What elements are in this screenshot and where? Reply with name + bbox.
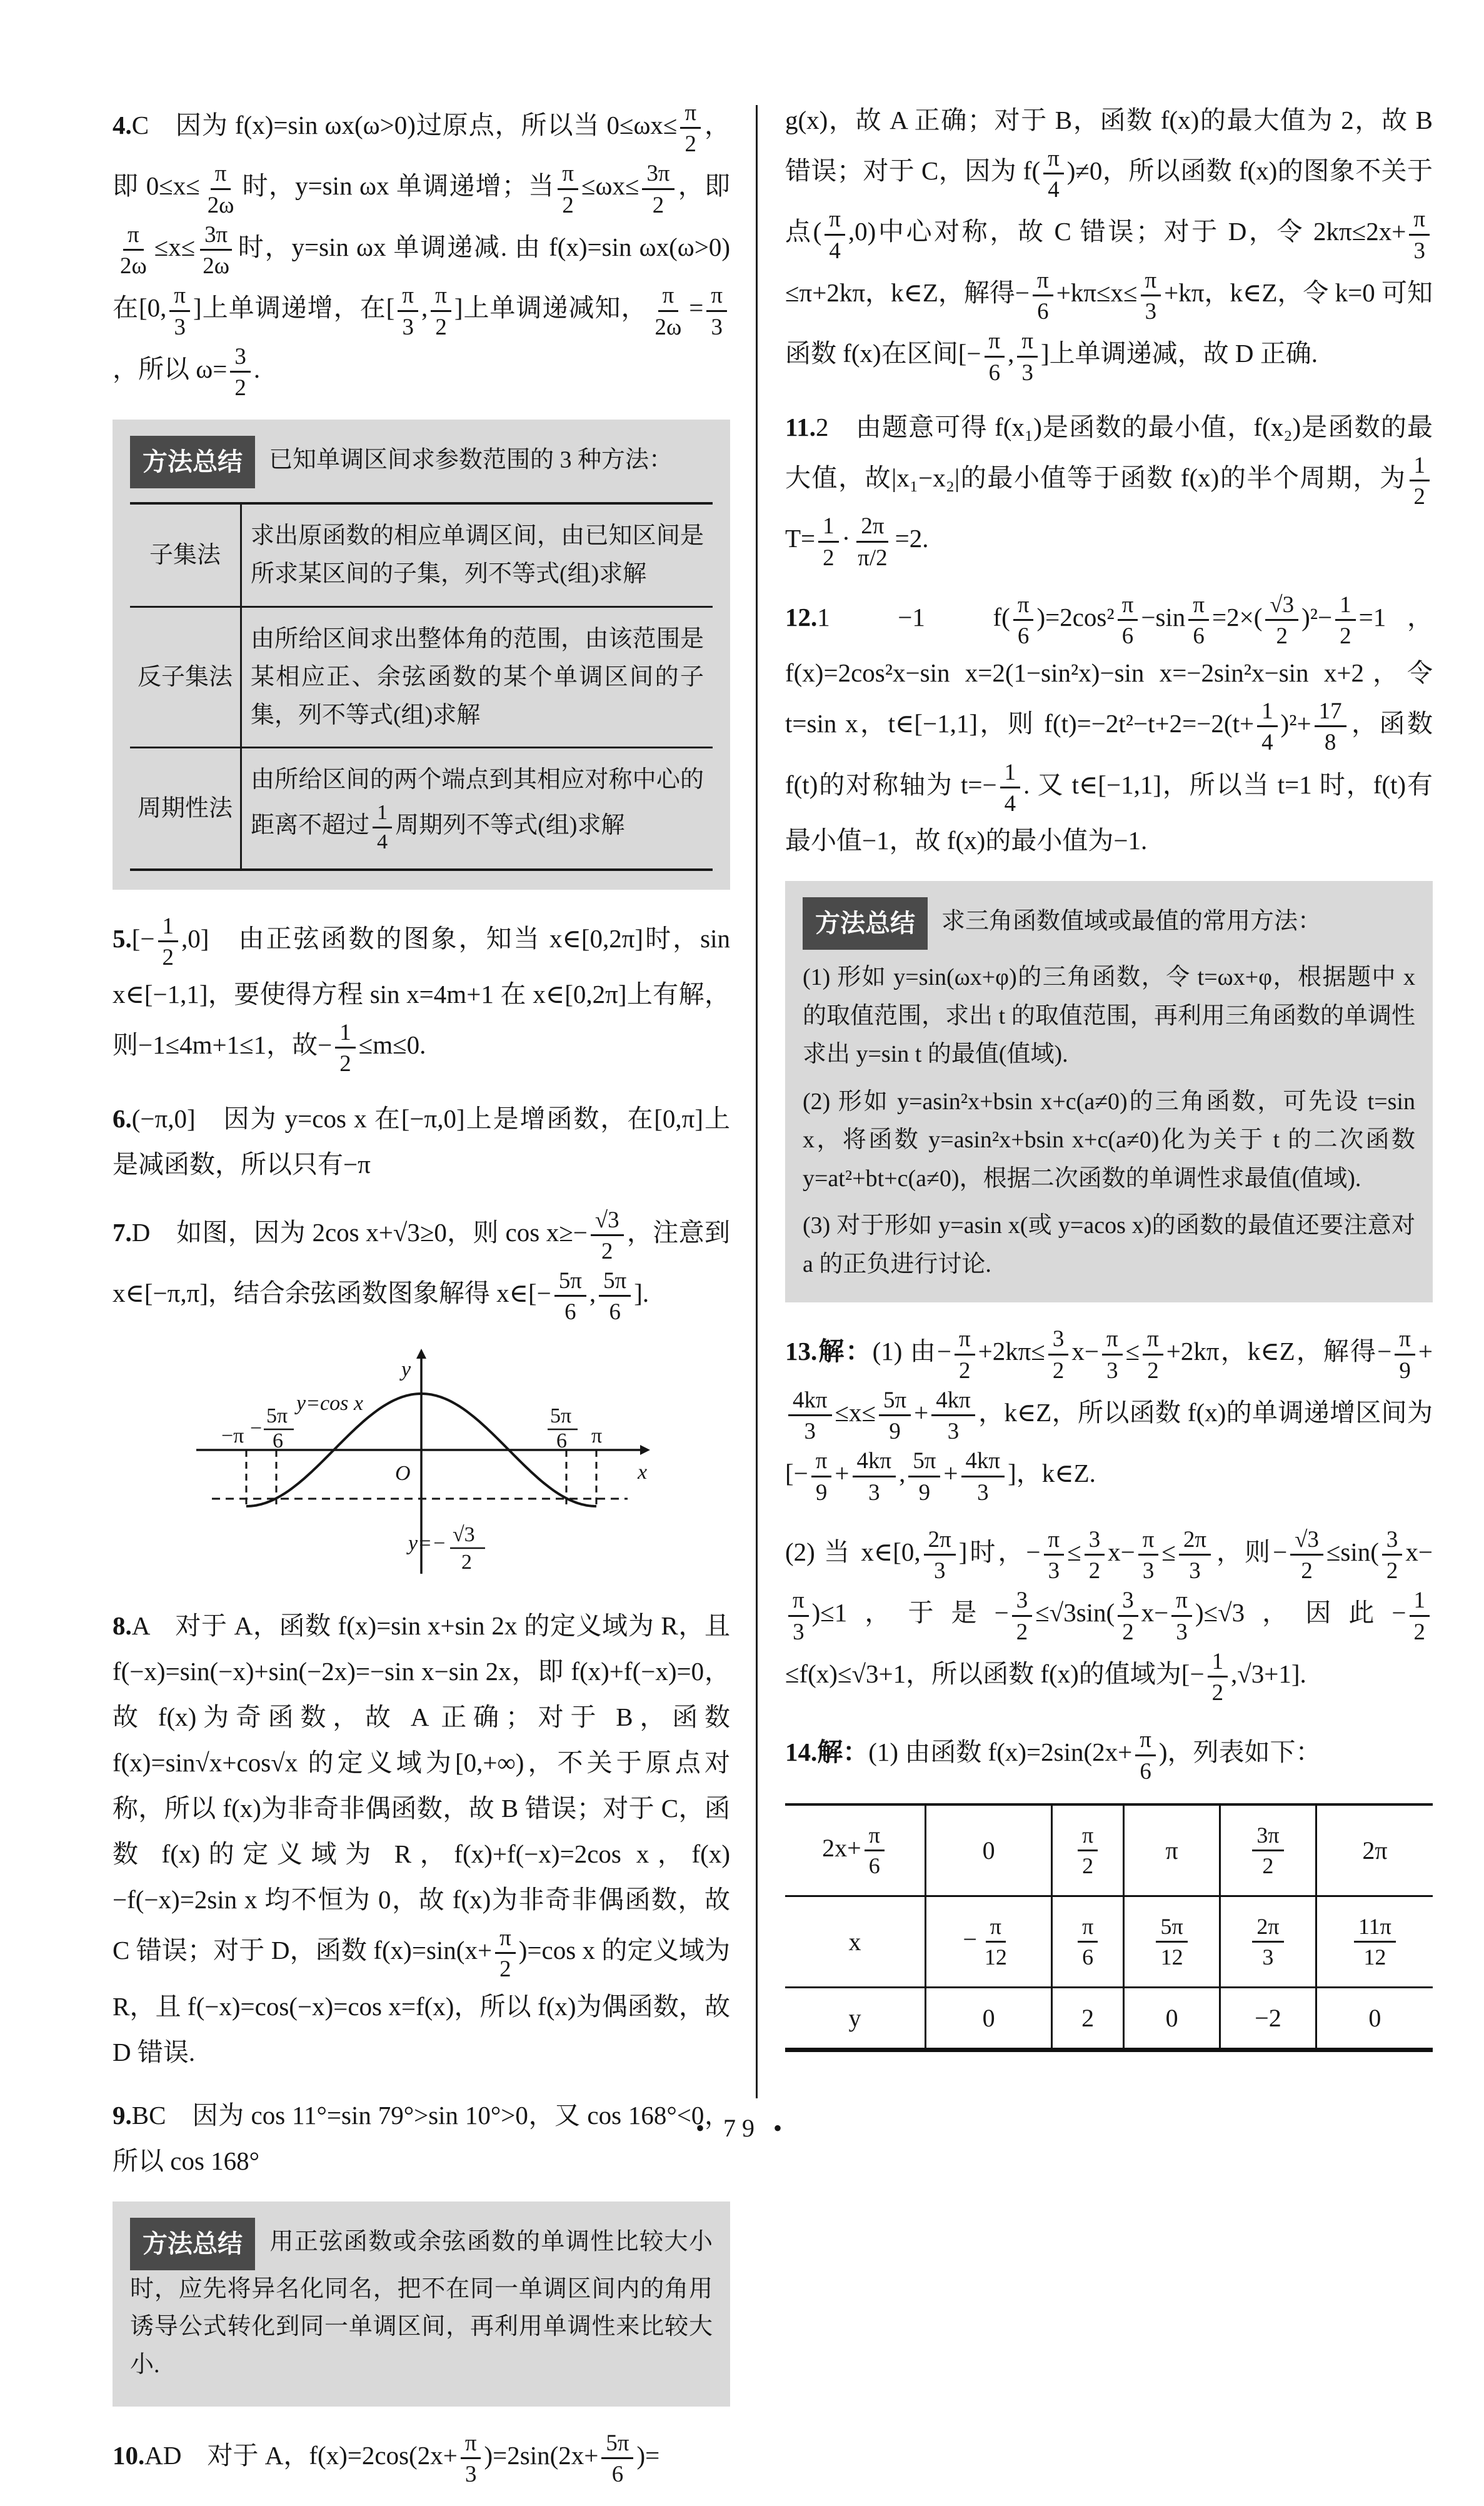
origin-label: O bbox=[395, 1462, 411, 1486]
method-summary-intro: 求三角函数值域或最值的常用方法： bbox=[941, 908, 1322, 935]
table-cell: $\frac{5\pi}{12}$ bbox=[1124, 1896, 1220, 1987]
method-summary-box-2 bbox=[113, 2202, 730, 2407]
table-cell: − $\frac{\pi}{12}$ bbox=[926, 1896, 1052, 1987]
page-number: • 79 • bbox=[695, 2114, 788, 2142]
table-row bbox=[785, 1896, 1433, 1987]
method-summary-box-1 bbox=[113, 420, 730, 889]
table-cell: 0 bbox=[1368, 2004, 1381, 2033]
tick-pos-pi: π bbox=[591, 1424, 603, 1448]
method-item-1: (1) 形如 y=sin(ωx+φ)的三角函数，令 t=ωx+φ，根据题中 x 的取值范围，求出 t 的取值范围，再利用三角函数的单调性求出 y=sin t 的最值(值域). bbox=[803, 964, 1415, 1068]
right-column bbox=[785, 98, 1433, 2052]
x-axis-arrow bbox=[640, 1445, 650, 1455]
table-cell: $\frac{11\pi}{12}$ bbox=[1316, 1896, 1433, 1987]
method-summary-box-3 bbox=[785, 881, 1433, 1302]
table-row bbox=[785, 1804, 1433, 1896]
cosine-figure bbox=[113, 1344, 730, 1584]
solution-11: 11.2 由题意可得 f(x₁)是函数的最小值，f(x₂)是函数的最大值，故|x₁−x₂|的最小值等于函数 f(x)的半个周期，为 $\frac{1}{2}$ T= $\frac{1}{2}$ · $\frac{2\pi}{\pi/2}$ =2. bbox=[785, 412, 1433, 570]
solution-13-part2: (2) 当 x∈[0, $\frac{2\pi}{3}$ ]时，− $\frac{\pi}{3}$ ≤ $\frac{3}{2}$ x− $\frac{\pi}{3}$ ≤ $\frac{2\pi}{3}$ ，则− $\frac{√3}{2}$ ≤sin( $\frac{3}{2}$ x− $\frac{\pi}{3}$ )≤1，于是− $\frac{3}{2}$ ≤√3sin( $\frac{3}{2}$ x− $\frac{\pi}{3}$ )≤√3，因此− $\frac{1}{2}$ ≤f(x)≤√3+1，所以函数 f(x)的值域为[− $\frac{1}{2}$ ,√3+1]. bbox=[785, 1524, 1433, 1707]
column-divider bbox=[756, 105, 758, 2098]
solution-13-part1: 13.解：(1) 由− $\frac{\pi}{2}$ +2kπ≤ $\frac{3}{2}$ x− $\frac{\pi}{3}$ ≤ $\frac{\pi}{2}$ +2kπ，k∈Z，解得− $\frac{\pi}{9}$ + $\frac{4k\pi}{3}$ ≤x≤ $\frac{5\pi}{9}$ + $\frac{4k\pi}{3}$ ，k∈Z，所以函数 f(x)的单调递增区间为[− $\frac{\pi}{9}$ + $\frac{4k\pi}{3}$ , $\frac{5\pi}{9}$ + $\frac{4k\pi}{3}$ ]，k∈Z. bbox=[785, 1324, 1433, 1506]
solution-7: 7.D 如图，因为 2cos x+√3≥0，则 cos x≥− $\frac{√3}{2}$ ，注意到 x∈[−π,π]，结合余弦函数图象解得 x∈[− $\frac{5\pi}{6}$ , $\frac{5\pi}{6}$ ]. bbox=[113, 1205, 730, 1327]
solution-5: 5.[− $\frac{1}{2}$ ,0] 由正弦函数的图象，知当 x∈[0,2π]时，sin x∈[−1,1]，要使得方程 sin x=4m+1 在 x∈[0,2π]上有解，则−1≤4m+1≤1，故− $\frac{1}{2}$ ≤m≤0. bbox=[113, 911, 730, 1079]
tick-neg-5pi6-sign: − bbox=[250, 1417, 263, 1441]
table-cell: 2π bbox=[1316, 1804, 1433, 1896]
solution-10-continued: g(x)，故 A 正确；对于 B，函数 f(x)的最大值为 2，故 B 错误；对于 C，因为 f( $\frac{\pi}{4}$ )≠0，所以函数 f(x)的图象不关于点( $\frac{\pi}{4}$ ,0)中心对称，故 C 错误；对于 D，令 2kπ≤2x+ $\frac{\pi}{3}$ ≤π+2kπ，k∈Z，解得− $\frac{\pi}{6}$ +kπ≤x≤ $\frac{\pi}{3}$ +kπ，k∈Z，令 k=0 可知函数 f(x)在区间[− $\frac{\pi}{6}$ , $\frac{\pi}{3}$ ]上单调递减，故 D 正确. bbox=[785, 106, 1433, 385]
method-item-3: (3) 对于形如 y=asin x(或 y=acos x)的函数的最值还要注意对 a 的正负进行讨论. bbox=[803, 1212, 1415, 1277]
table-cell: 0 bbox=[1124, 1988, 1220, 2050]
table-cell: 2 bbox=[1052, 1988, 1124, 2050]
table-row bbox=[130, 503, 713, 606]
method-name: 反子集法 bbox=[130, 606, 241, 747]
method-desc: 由所给区间的两个端点到其相应对称中心的距离不超过 $\frac{1}{4}$ 周期列不等式(组)求解 bbox=[251, 767, 704, 853]
hline-label-prefix: y=− bbox=[408, 1532, 446, 1556]
solution-8: 8.A 对于 A，函数 f(x)=sin x+sin 2x 的定义域为 R，且 f(−x)=sin(−x)+sin(−2x)=−sin x−sin 2x，即 f(x)+f(−x)=0，故 f(x)为奇函数，故 A 正确；对于 B，函数 f(x)=sin√x+cos√x 的定义域为[0,+∞)，不关于原点对称，所以 f(x)为非奇非偶函数，故 B 错误；对于 C，函数 f(x)的定义域为 R，f(x)+f(−x)=2cos x，f(x)−f(−x)=2sin x 均不恒为 0，故 f(x)为非奇非偶函数，故 C 错误；对于 D，函数 f(x)=sin(x+ $\frac{\pi}{2}$ )=cos x 的定义域为 R，且 f(−x)=cos(−x)=cos x=f(x)，所以 f(x)为偶函数，故 D 错误. bbox=[113, 1611, 730, 2066]
method-desc: 由所给区间求出整体角的范围，由该范围是某相应正、余弦函数的某个单调区间的子集，列不等式(组)求解 bbox=[241, 606, 713, 747]
method-name: 周期性法 bbox=[130, 748, 241, 870]
y-axis-label: y bbox=[401, 1358, 411, 1382]
table-row bbox=[130, 606, 713, 747]
cosine-plot-svg bbox=[178, 1344, 665, 1581]
table-cell: 0 bbox=[926, 1804, 1052, 1896]
x-axis-label: x bbox=[638, 1461, 648, 1484]
row-header: 2x+ $\frac{\pi}{6}$ bbox=[785, 1804, 926, 1896]
tick-neg-5pi6-den: 6 bbox=[273, 1429, 283, 1453]
tick-pos-5pi6-den: 6 bbox=[556, 1429, 567, 1453]
tick-neg-pi: −π bbox=[221, 1424, 244, 1448]
method-summary-text: 用正弦函数或余弦函数的单调性比较大小时，应先将异名化同名，把不在同一单调区间内的角用诱导公式转化到同一单调区间，再利用单调性来比较大小. bbox=[130, 2228, 713, 2378]
method-summary-label: 方法总结 bbox=[130, 2218, 255, 2270]
solution-9: 9.BC 因为 cos 11°=sin 79°>sin 10°>0，又 cos 168°<0，所以 cos 168° bbox=[113, 2100, 730, 2175]
solution-10-start: 10.AD 对于 A，f(x)=2cos(2x+ $\frac{\pi}{3}$ )=2sin(2x+ $\frac{5\pi}{6}$ )= bbox=[113, 2428, 730, 2488]
table-cell: $\frac{2\pi}{3}$ bbox=[1220, 1896, 1316, 1987]
method-summary-header bbox=[130, 436, 713, 488]
method-summary-label: 方法总结 bbox=[803, 897, 928, 950]
method-name: 子集法 bbox=[130, 503, 241, 606]
table-row bbox=[785, 1988, 1433, 2050]
y-axis-arrow bbox=[416, 1349, 426, 1359]
method-summary-header bbox=[803, 897, 1415, 950]
row-header: y bbox=[785, 1988, 926, 2050]
method-summary-header bbox=[130, 2218, 713, 2384]
table-cell: $\frac{\pi}{6}$ bbox=[1052, 1896, 1124, 1987]
method-item-2: (2) 形如 y=asin²x+bsin x+c(a≠0)的三角函数，可先设 t=sin x，将函数 y=asin²x+bsin x+c(a≠0)化为关于 t 的二次函数 y=at²+bt+c(a≠0)，根据二次函数的单调性求最值(值域). bbox=[803, 1088, 1415, 1192]
method-summary-table bbox=[130, 502, 713, 870]
solution-12: 12.1 −1 f( $\frac{\pi}{6}$ )=2cos² $\frac{\pi}{6}$ −sin $\frac{\pi}{6}$ =2×( $\frac{√3}{2}$ )²− $\frac{1}{2}$ =1，f(x)=2cos²x−sin x=2(1−sin²x)−sin x=−2sin²x−sin x+2，令 t=sin x，t∈[−1,1]，则 f(t)=−2t²−t+2=−2(t+ $\frac{1}{4}$ )²+ $\frac{17}{8}$ ，函数 f(t)的对称轴为 t=− $\frac{1}{4}$ . 又 t∈[−1,1]，所以当 t=1 时，f(t)有最小值−1，故 f(x)的最小值为−1. bbox=[785, 590, 1433, 863]
tick-neg-5pi6-num: 5π bbox=[266, 1404, 288, 1428]
table-cell: 0 bbox=[926, 1988, 1052, 2050]
solution-4: 4.C 因为 f(x)=sin ωx(ω>0)过原点，所以当 0≤ωx≤ $\frac{\pi}{2}$ ，即 0≤x≤ $\frac{\pi}{2\omega}$ 时，y=sin ωx 单调递增；当 $\frac{\pi}{2}$ ≤ωx≤ $\frac{3\pi}{2}$ ，即 $\frac{\pi}{2\omega}$ ≤x≤ $\frac{3\pi}{2\omega}$ 时，y=sin ωx 单调递减. 由 f(x)=sin ωx(ω>0)在[0, $\frac{\pi}{3}$ ]上单调递增，在[ $\frac{\pi}{3}$ , $\frac{\pi}{2}$ ]上单调递减知， $\frac{\pi}{2\omega}$ = $\frac{\pi}{3}$ ，所以 ω= $\frac{3}{2}$ . bbox=[113, 98, 730, 402]
hline-label-num: √3 bbox=[453, 1523, 475, 1547]
left-column bbox=[113, 98, 730, 2506]
solution-6: 6.(−π,0] 因为 y=cos x 在[−π,0]上是增函数，在[0,π]上是减函数，所以只有−π bbox=[113, 1104, 730, 1179]
row-header: x bbox=[785, 1896, 926, 1987]
method-desc: 求出原函数的相应单调区间，由已知区间是所求某区间的子集，列不等式(组)求解 bbox=[241, 503, 713, 606]
method-summary-intro: 已知单调区间求参数范围的 3 种方法： bbox=[269, 447, 673, 474]
table-row bbox=[130, 748, 713, 870]
table-cell: π bbox=[1124, 1804, 1220, 1896]
value-table bbox=[785, 1803, 1433, 2052]
method-summary-label: 方法总结 bbox=[130, 436, 255, 488]
tick-pos-5pi6-num: 5π bbox=[550, 1404, 572, 1428]
solution-14-intro: 14.解：(1) 由函数 f(x)=2sin(2x+ $\frac{\pi}{6}$ )，列表如下： bbox=[785, 1724, 1433, 1785]
hline-label-den: 2 bbox=[461, 1551, 472, 1574]
table-cell: $\frac{3\pi}{2}$ bbox=[1220, 1804, 1316, 1896]
table-cell: −2 bbox=[1220, 1988, 1316, 2050]
curve-label: y=cos x bbox=[296, 1392, 363, 1416]
table-cell: $\frac{\pi}{2}$ bbox=[1052, 1804, 1124, 1896]
